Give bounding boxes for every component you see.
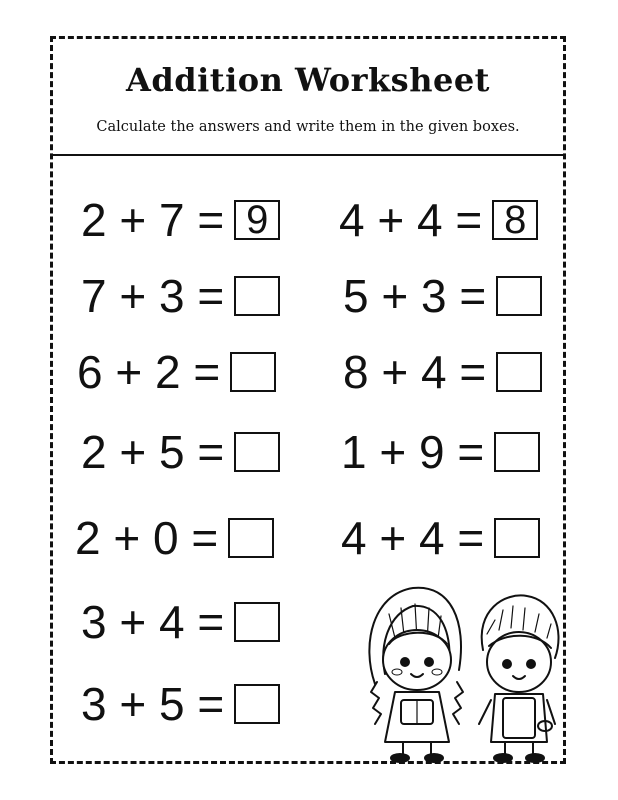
- problem-7: [81, 426, 280, 478]
- problem-expression: 4 + 4 =: [339, 194, 483, 246]
- problem-expression: 7 + 3 =: [81, 270, 225, 322]
- worksheet-instructions: Calculate the answers and write them in the given boxes.: [96, 119, 520, 135]
- problem-expression: 2 + 5 =: [81, 426, 225, 478]
- answer-box[interactable]: [234, 432, 280, 472]
- problem-expression: 4 + 4 =: [341, 512, 485, 564]
- problem-8: [341, 426, 540, 478]
- answer-box[interactable]: [234, 276, 280, 316]
- answer-box[interactable]: 8: [492, 200, 538, 240]
- problem-11: [81, 596, 280, 648]
- answer-box[interactable]: [234, 602, 280, 642]
- answer-box[interactable]: [494, 432, 540, 472]
- problem-expression: 6 + 2 =: [77, 346, 221, 398]
- problem-expression: 8 + 4 =: [343, 346, 487, 398]
- problem-1: [81, 194, 280, 246]
- problem-expression: 2 + 0 =: [75, 512, 219, 564]
- answer-box[interactable]: 9: [234, 200, 280, 240]
- problem-10: [341, 512, 540, 564]
- worksheet-sheet: [50, 36, 566, 764]
- answer-box[interactable]: [234, 684, 280, 724]
- problem-2: [339, 194, 538, 246]
- problem-expression: 2 + 7 =: [81, 194, 225, 246]
- problem-6: [343, 346, 542, 398]
- answer-box[interactable]: [230, 352, 276, 392]
- girl-figure: [369, 588, 463, 762]
- problem-5: [77, 346, 276, 398]
- problem-expression: 3 + 4 =: [81, 596, 225, 648]
- answer-box[interactable]: [494, 518, 540, 558]
- problem-9: [75, 512, 274, 564]
- answer-box[interactable]: [496, 352, 542, 392]
- problem-expression: 3 + 5 =: [81, 678, 225, 730]
- two-kids-reading-illustration: [355, 574, 565, 764]
- answer-box[interactable]: [496, 276, 542, 316]
- problem-3: [81, 270, 280, 322]
- header-divider: [53, 154, 563, 156]
- problem-expression: 5 + 3 =: [343, 270, 487, 322]
- worksheet-title: Addition Worksheet: [126, 61, 490, 99]
- answer-box[interactable]: [228, 518, 274, 558]
- problem-4: [343, 270, 542, 322]
- problem-12: [81, 678, 280, 730]
- problem-expression: 1 + 9 =: [341, 426, 485, 478]
- boy-figure: [479, 595, 559, 762]
